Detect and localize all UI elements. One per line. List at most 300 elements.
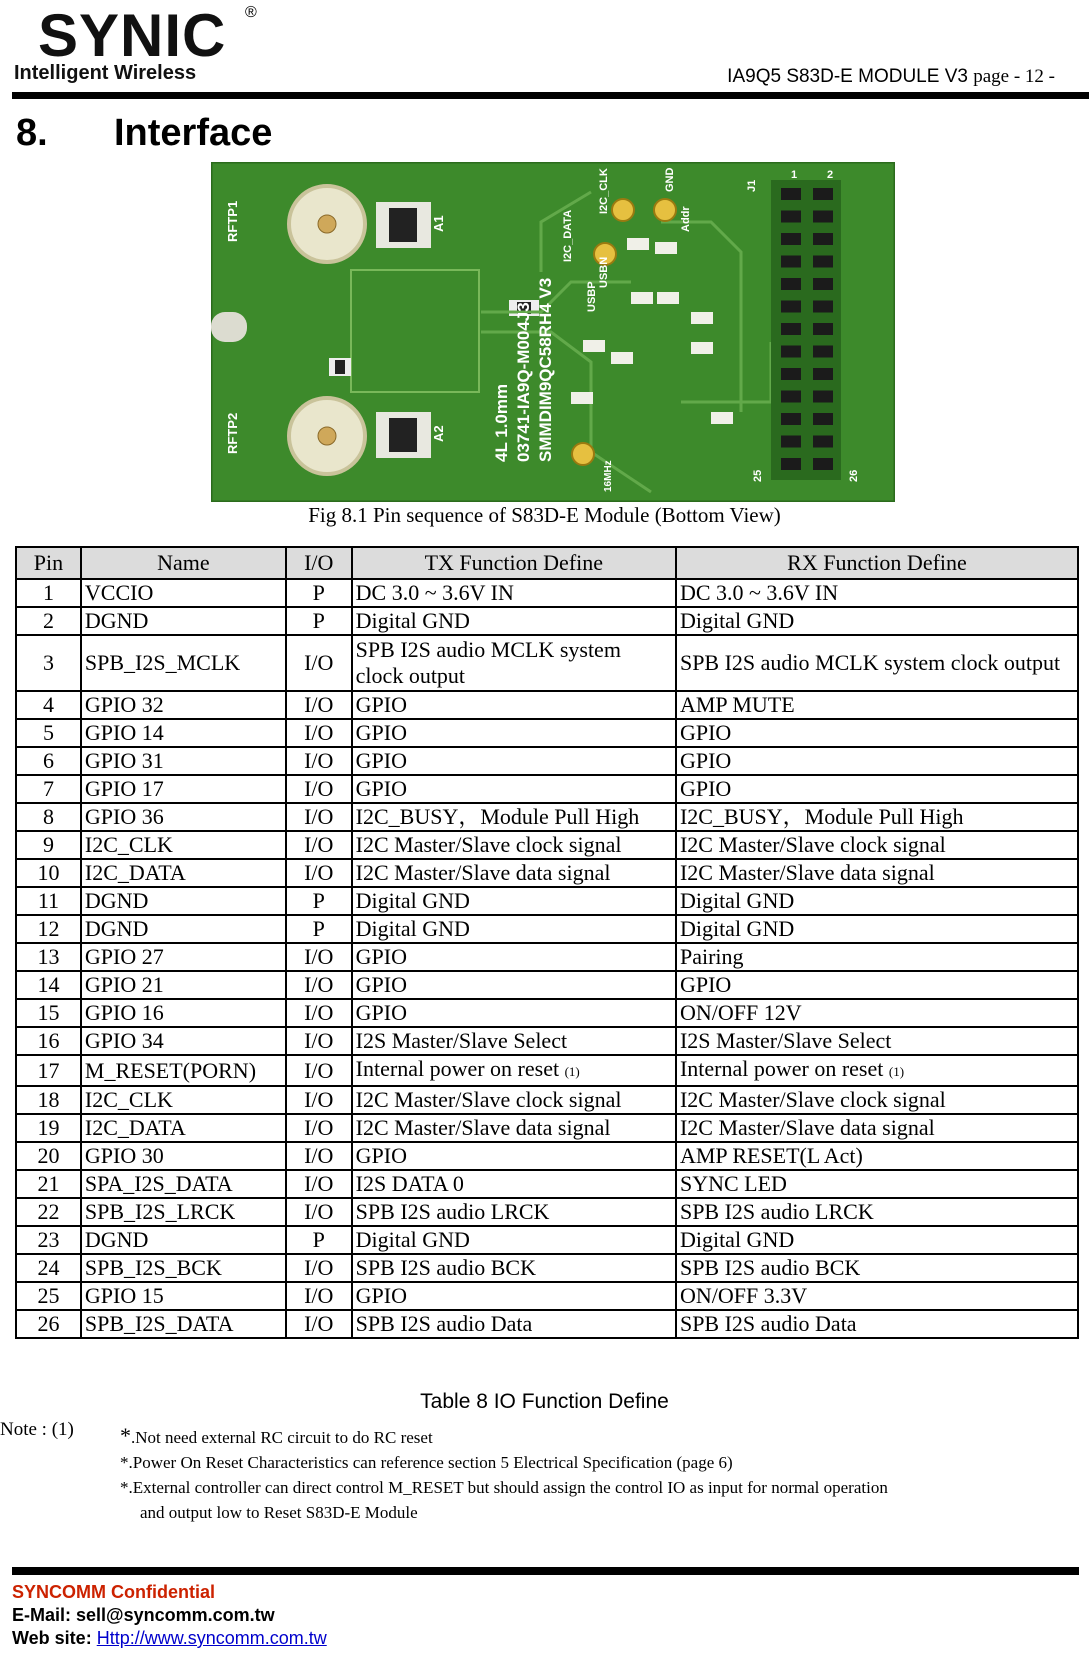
table-header-row	[16, 547, 1078, 579]
pin-cell	[16, 831, 81, 859]
io-cell	[286, 831, 352, 859]
io-cell-text: I/O	[304, 1255, 334, 1280]
page-footer	[12, 1581, 327, 1650]
tx-function-cell	[352, 887, 676, 915]
pin-cell-text: 6	[42, 748, 54, 773]
pin-cell	[16, 1282, 81, 1310]
tx-function-cell	[352, 775, 676, 803]
table-row	[16, 803, 1078, 831]
column-header-tx: TX Function Define	[352, 547, 676, 579]
tx-function-cell-text: Digital GND	[355, 888, 470, 913]
tx-function-cell	[352, 1170, 676, 1198]
tx-function-cell-text: SPB I2S audio LRCK	[355, 1199, 550, 1224]
footnote-marker: (1)	[888, 1064, 905, 1079]
tx-function-cell	[352, 999, 676, 1027]
name-cell	[81, 915, 286, 943]
pin-cell-text: 14	[37, 972, 60, 997]
tx-function-cell-text: Digital GND	[355, 916, 470, 941]
silk-a2: A2	[431, 425, 446, 442]
rx-function-cell	[676, 1055, 1078, 1086]
rx-function-cell-text: Pairing	[679, 944, 744, 969]
table-row	[16, 1282, 1078, 1310]
name-cell	[81, 775, 286, 803]
pin-cell	[16, 1114, 81, 1142]
table-row	[16, 607, 1078, 635]
io-cell	[286, 887, 352, 915]
rx-function-cell-text: GPIO	[679, 776, 732, 801]
io-cell	[286, 1055, 352, 1086]
name-cell	[81, 859, 286, 887]
email-address: sell@syncomm.com.tw	[76, 1605, 275, 1625]
name-cell-text: I2C_DATA	[84, 860, 186, 885]
connector-pin	[781, 233, 801, 245]
section-heading	[16, 112, 272, 155]
pin-cell	[16, 1027, 81, 1055]
document-header	[727, 66, 1055, 88]
module-photo	[211, 162, 895, 502]
io-cell-text: P	[312, 888, 325, 913]
tx-function-cell	[352, 607, 676, 635]
name-cell-text: I2C_CLK	[84, 832, 173, 857]
rx-function-cell	[676, 831, 1078, 859]
pin-cell-text: 10	[37, 860, 60, 885]
io-cell	[286, 803, 352, 831]
silk-usbp: USBP	[586, 281, 598, 312]
silk-pin1: 1	[791, 169, 798, 181]
tx-function-cell	[352, 691, 676, 719]
name-cell	[81, 803, 286, 831]
silk-rftp1: RFTP1	[225, 200, 240, 242]
logo-tagline: Intelligent Wireless	[14, 62, 197, 84]
pin-cell	[16, 1170, 81, 1198]
tx-function-cell	[352, 1254, 676, 1282]
io-cell-text: I/O	[304, 1028, 334, 1053]
io-cell-text: I/O	[304, 1199, 334, 1224]
rx-function-cell-text: ON/OFF 12V	[679, 1000, 802, 1025]
note-body	[120, 1423, 1075, 1525]
name-cell-text: VCCIO	[84, 580, 154, 605]
rx-function-cell	[676, 943, 1078, 971]
pin-cell	[16, 915, 81, 943]
name-cell	[81, 999, 286, 1027]
pin-cell	[16, 579, 81, 607]
pin-cell-text: 18	[37, 1087, 60, 1112]
io-cell	[286, 579, 352, 607]
rx-function-cell-text: GPIO	[679, 748, 732, 773]
tx-function-cell	[352, 1226, 676, 1254]
tx-function-cell-text: GPIO	[355, 1143, 408, 1168]
connector-pin	[813, 211, 833, 223]
page-number: page - 12 -	[973, 66, 1055, 87]
io-cell-text: I/O	[304, 944, 334, 969]
silk-rftp2: RFTP2	[225, 412, 240, 454]
pin-cell	[16, 1086, 81, 1114]
connector-pin	[781, 323, 801, 335]
figure-caption: Fig 8.1 Pin sequence of S83D-E Module (Bottom View)	[308, 503, 781, 527]
connector-pin	[813, 391, 833, 403]
note-line-1: .Not need external RC circuit to do RC reset	[131, 1428, 433, 1447]
tx-function-cell-text: GPIO	[355, 972, 408, 997]
table-caption: Table 8 IO Function Define	[420, 1390, 669, 1413]
io-cell	[286, 1142, 352, 1170]
io-cell	[286, 943, 352, 971]
table-row	[16, 1254, 1078, 1282]
rx-function-cell	[676, 1282, 1078, 1310]
tx-function-cell-text: I2S DATA 0	[355, 1171, 464, 1196]
pin-cell-text: 26	[37, 1311, 60, 1336]
io-cell	[286, 635, 352, 691]
tx-function-cell	[352, 1142, 676, 1170]
connector-pin	[781, 278, 801, 290]
note-line-2: *.Power On Reset Characteristics can reference section 5 Electrical Specification (page 6)	[120, 1453, 733, 1472]
table-row	[16, 747, 1078, 775]
silk-16mhz: 16MHz	[603, 460, 614, 492]
pin-cell	[16, 775, 81, 803]
name-cell	[81, 831, 286, 859]
tx-function-cell-text: SPB I2S audio Data	[355, 1311, 533, 1336]
confidential-label: SYNCOMM Confidential	[12, 1582, 215, 1602]
rx-function-cell-text: Internal power on reset	[679, 1056, 884, 1081]
table-row	[16, 1226, 1078, 1254]
table-row	[16, 1310, 1078, 1338]
name-cell	[81, 1310, 286, 1338]
connector-pin	[813, 346, 833, 358]
name-cell-text: SPB_I2S_MCLK	[84, 650, 241, 675]
name-cell	[81, 635, 286, 691]
tx-function-cell-text: SPB I2S audio BCK	[355, 1255, 536, 1280]
io-cell	[286, 775, 352, 803]
tx-function-cell	[352, 859, 676, 887]
pin-cell	[16, 747, 81, 775]
section-title: Interface	[114, 112, 273, 154]
tx-function-cell	[352, 747, 676, 775]
connector-pin	[813, 413, 833, 425]
pin-cell	[16, 943, 81, 971]
pin-cell	[16, 719, 81, 747]
connector-pin	[781, 458, 801, 470]
connector-pin	[813, 188, 833, 200]
table-row	[16, 971, 1078, 999]
io-cell	[286, 859, 352, 887]
connector-pin	[781, 301, 801, 313]
tx-function-cell-text: GPIO	[355, 1000, 408, 1025]
name-cell	[81, 943, 286, 971]
connector-pin	[813, 233, 833, 245]
pcb-illustration	[211, 162, 895, 502]
column-header-pin: Pin	[16, 547, 81, 579]
footnote-marker: (1)	[564, 1064, 580, 1079]
tx-function-cell-text: I2C Master/Slave clock signal	[355, 1087, 622, 1112]
rx-function-cell	[676, 691, 1078, 719]
tx-function-cell	[352, 803, 676, 831]
pin-cell-text: 4	[42, 692, 54, 717]
pin-cell-text: 15	[37, 1000, 60, 1025]
name-cell-text: SPB_I2S_BCK	[84, 1255, 222, 1280]
rx-function-cell	[676, 747, 1078, 775]
tx-function-cell-text: GPIO	[355, 692, 408, 717]
rx-function-cell-text: Digital GND	[679, 608, 795, 633]
silk-board-line2: 03741-IA9Q-M004J3	[514, 302, 533, 462]
tx-function-cell	[352, 1027, 676, 1055]
tx-function-cell-text: Internal power on reset	[355, 1056, 560, 1081]
rx-function-cell-text: Digital GND	[679, 1227, 795, 1252]
io-cell	[286, 971, 352, 999]
connector-pin	[781, 413, 801, 425]
connector-pin	[813, 323, 833, 335]
rx-function-cell-text: I2S Master/Slave Select	[679, 1028, 892, 1053]
io-cell	[286, 1254, 352, 1282]
pin-cell	[16, 859, 81, 887]
rx-function-cell-text: Digital GND	[679, 888, 795, 913]
table-row	[16, 887, 1078, 915]
name-cell-text: GPIO 15	[84, 1283, 164, 1308]
name-cell-text: GPIO 21	[84, 972, 164, 997]
name-cell	[81, 1055, 286, 1086]
name-cell	[81, 887, 286, 915]
pin-cell-text: 22	[37, 1199, 60, 1224]
silk-gnd: GND	[664, 167, 676, 192]
io-cell-text: P	[312, 1227, 325, 1252]
pin-cell	[16, 607, 81, 635]
rx-function-cell	[676, 579, 1078, 607]
silk-j1: J1	[746, 179, 758, 192]
tx-function-cell-text: GPIO	[355, 1283, 408, 1308]
name-cell-text: GPIO 31	[84, 748, 164, 773]
pin-cell	[16, 1142, 81, 1170]
silk-a1: A1	[431, 215, 446, 232]
tx-function-cell-text: GPIO	[355, 748, 408, 773]
rx-function-cell	[676, 1310, 1078, 1338]
rx-function-cell-text: SPB I2S audio BCK	[679, 1255, 861, 1280]
rx-function-cell	[676, 887, 1078, 915]
rx-function-cell-text: SPB I2S audio MCLK system clock output	[679, 650, 1061, 675]
io-cell-text: I/O	[304, 1171, 334, 1196]
io-cell-text: I/O	[304, 1283, 334, 1308]
pin-cell	[16, 635, 81, 691]
rx-function-cell	[676, 1142, 1078, 1170]
rx-function-cell-text: AMP RESET(L Act)	[679, 1143, 863, 1168]
tx-function-cell-text: GPIO	[355, 776, 408, 801]
pin-cell-text: 23	[37, 1227, 60, 1252]
table-row	[16, 1055, 1078, 1086]
rx-function-cell-text: I2C Master/Slave data signal	[679, 1115, 935, 1140]
pin-cell-text: 19	[37, 1115, 60, 1140]
connector-pin	[813, 436, 833, 448]
name-cell-text: GPIO 34	[84, 1028, 164, 1053]
tx-function-cell	[352, 943, 676, 971]
name-cell-text: I2C_DATA	[84, 1115, 186, 1140]
tx-function-cell-text: I2C_BUSY，Module Pull High	[355, 804, 640, 829]
name-cell-text: GPIO 36	[84, 804, 164, 829]
io-cell	[286, 1198, 352, 1226]
table-row	[16, 1198, 1078, 1226]
name-cell	[81, 1226, 286, 1254]
table-row	[16, 915, 1078, 943]
pin-cell-text: 21	[37, 1171, 60, 1196]
name-cell-text: DGND	[84, 608, 149, 633]
pin-cell	[16, 1226, 81, 1254]
rx-function-cell-text: I2C Master/Slave data signal	[679, 860, 935, 885]
rx-function-cell	[676, 803, 1078, 831]
io-cell	[286, 747, 352, 775]
name-cell-text: GPIO 14	[84, 720, 164, 745]
table-row	[16, 1027, 1078, 1055]
io-cell-text: I/O	[304, 804, 334, 829]
table-row	[16, 1142, 1078, 1170]
name-cell	[81, 579, 286, 607]
silk-pin2: 2	[827, 169, 834, 181]
name-cell-text: GPIO 32	[84, 692, 164, 717]
pin-cell-text: 24	[37, 1255, 60, 1280]
io-cell-text: I/O	[304, 972, 334, 997]
tx-function-cell	[352, 579, 676, 607]
table-row	[16, 859, 1078, 887]
pin-cell-text: 8	[42, 804, 54, 829]
tx-function-cell-text: GPIO	[355, 720, 408, 745]
connector-pin	[813, 256, 833, 268]
io-cell-text: I/O	[304, 650, 334, 675]
pin-cell	[16, 1198, 81, 1226]
name-cell	[81, 1086, 286, 1114]
rx-function-cell-text: SPB I2S audio LRCK	[679, 1199, 874, 1224]
tx-function-cell-text: I2C Master/Slave data signal	[355, 860, 611, 885]
name-cell	[81, 1142, 286, 1170]
io-function-table	[15, 546, 1079, 1339]
table-body	[16, 579, 1078, 1338]
pin-cell-text: 11	[37, 888, 60, 913]
tx-function-cell	[352, 915, 676, 943]
io-cell	[286, 1310, 352, 1338]
pin-cell-text: 1	[42, 580, 54, 605]
pin-cell-text: 25	[37, 1283, 60, 1308]
section-number: 8.	[16, 112, 48, 154]
pin-cell-text: 12	[37, 916, 60, 941]
rx-function-cell	[676, 999, 1078, 1027]
rx-function-cell-text: I2C Master/Slave clock signal	[679, 1087, 946, 1112]
name-cell	[81, 1198, 286, 1226]
tx-function-cell-text: Digital GND	[355, 1227, 470, 1252]
rx-function-cell	[676, 635, 1078, 691]
website-link[interactable]: Http://www.syncomm.com.tw	[96, 1628, 327, 1648]
column-header-io: I/O	[286, 547, 352, 579]
name-cell-text: GPIO 17	[84, 776, 164, 801]
name-cell-text: SPB_I2S_LRCK	[84, 1199, 236, 1224]
pin-cell	[16, 1254, 81, 1282]
rx-function-cell-text: SYNC LED	[679, 1171, 787, 1196]
tx-function-cell	[352, 1055, 676, 1086]
pin-cell	[16, 1310, 81, 1338]
connector-pin	[813, 301, 833, 313]
rx-function-cell	[676, 1170, 1078, 1198]
table-row	[16, 719, 1078, 747]
note-star: *	[120, 1423, 131, 1448]
name-cell-text: DGND	[84, 1227, 149, 1252]
rx-function-cell	[676, 915, 1078, 943]
rx-function-cell	[676, 1254, 1078, 1282]
name-cell-text: DGND	[84, 916, 149, 941]
name-cell	[81, 691, 286, 719]
io-cell-text: I/O	[304, 1115, 334, 1140]
io-cell	[286, 915, 352, 943]
silk-board-line3: SMMDIM9QC58RH4 V3	[536, 277, 555, 462]
tx-function-cell	[352, 635, 676, 691]
pin-cell-text: 13	[37, 944, 60, 969]
tx-function-cell	[352, 1310, 676, 1338]
table-row	[16, 999, 1078, 1027]
pin-cell	[16, 691, 81, 719]
io-cell	[286, 691, 352, 719]
io-cell-text: P	[312, 580, 325, 605]
pin-cell-text: 17	[37, 1057, 60, 1083]
pin-cell	[16, 999, 81, 1027]
io-cell	[286, 1027, 352, 1055]
name-cell	[81, 747, 286, 775]
table-row	[16, 1114, 1078, 1142]
name-cell	[81, 1282, 286, 1310]
io-cell-text: I/O	[304, 692, 334, 717]
tx-function-cell	[352, 719, 676, 747]
rx-function-cell	[676, 775, 1078, 803]
tx-function-cell-text: I2C Master/Slave clock signal	[355, 832, 622, 857]
rx-function-cell	[676, 859, 1078, 887]
io-cell	[286, 1114, 352, 1142]
tx-function-cell-text: DC 3.0 ~ 3.6V IN	[355, 580, 514, 605]
connector-pin	[781, 436, 801, 448]
name-cell-text: GPIO 27	[84, 944, 164, 969]
name-cell	[81, 1170, 286, 1198]
connector-pin	[781, 256, 801, 268]
rx-function-cell-text: GPIO	[679, 972, 732, 997]
name-cell-text: GPIO 30	[84, 1143, 164, 1168]
connector-pin	[781, 391, 801, 403]
silk-board-line1: 4L 1.0mm	[492, 383, 511, 462]
io-cell-text: I/O	[304, 860, 334, 885]
rx-function-cell-text: SPB I2S audio Data	[679, 1311, 857, 1336]
io-cell	[286, 1170, 352, 1198]
name-cell-text: I2C_CLK	[84, 1087, 173, 1112]
io-cell	[286, 607, 352, 635]
io-cell-text: P	[312, 916, 325, 941]
tx-function-cell-text: I2C Master/Slave data signal	[355, 1115, 611, 1140]
io-cell-text: I/O	[304, 1143, 334, 1168]
connector-pin	[813, 278, 833, 290]
pin-cell	[16, 971, 81, 999]
email-label: E-Mail:	[12, 1605, 72, 1625]
io-cell-text: I/O	[304, 748, 334, 773]
registered-mark: ®	[245, 4, 257, 21]
io-cell-text: I/O	[304, 1311, 334, 1336]
io-cell	[286, 1282, 352, 1310]
io-cell-text: I/O	[304, 1057, 334, 1083]
rx-function-cell-text: ON/OFF 3.3V	[679, 1283, 808, 1308]
document-title: IA9Q5 S83D-E MODULE V3	[727, 66, 968, 87]
rx-function-cell	[676, 1114, 1078, 1142]
connector-pin	[781, 368, 801, 380]
name-cell-text: DGND	[84, 888, 149, 913]
name-cell	[81, 1027, 286, 1055]
tx-function-cell	[352, 1114, 676, 1142]
connector-pin	[781, 346, 801, 358]
table-row	[16, 775, 1078, 803]
tx-function-cell	[352, 1086, 676, 1114]
io-cell-text: I/O	[304, 776, 334, 801]
rx-function-cell-text: I2C_BUSY，Module Pull High	[679, 804, 964, 829]
io-cell-text: I/O	[304, 832, 334, 857]
note-label: Note : (1)	[0, 1419, 74, 1440]
silk-usbn: USBN	[598, 256, 610, 288]
rx-function-cell-text: AMP MUTE	[679, 692, 795, 717]
tx-function-cell	[352, 1198, 676, 1226]
